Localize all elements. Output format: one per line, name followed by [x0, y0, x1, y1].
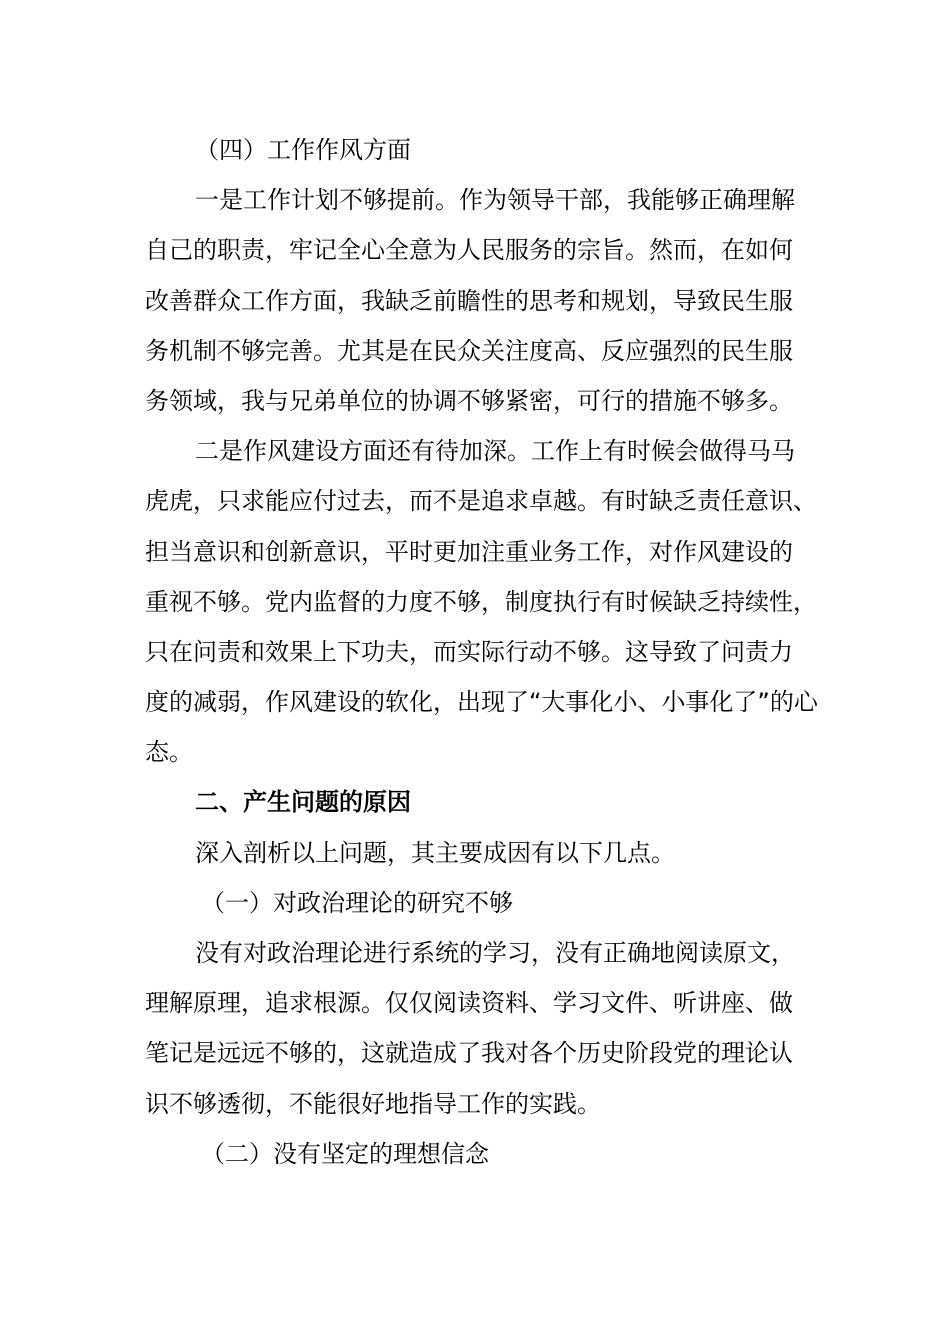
paragraph-causes-intro: 深入剖析以上问题，其主要成因有以下几点。 — [195, 838, 675, 867]
paragraph-line: 虎虎，只求能应付过去，而不是追求卓越。有时缺乏责任意识、 — [145, 487, 817, 516]
subheading-ideals-beliefs: （二）没有坚定的理想信念 — [201, 1139, 489, 1168]
paragraph-line: 改善群众工作方面，我缺乏前瞻性的思考和规划，导致民生服 — [145, 286, 793, 315]
paragraph-line: 务机制不够完善。尤其是在民众关注度高、反应强烈的民生服 — [145, 336, 793, 365]
paragraph-line: 一是工作计划不够提前。作为领导干部，我能够正确理解 — [195, 186, 795, 215]
document-body — [145, 125, 818, 1179]
paragraph-line: 二是作风建设方面还有待加深。工作上有时候会做得马马 — [195, 437, 795, 466]
paragraph-line: 笔记是远远不够的，这就造成了我对各个历史阶段党的理论认 — [145, 1039, 793, 1068]
paragraph-line: 担当意识和创新意识，平时更加注重业务工作，对作风建设的 — [145, 537, 793, 566]
paragraph-line: 度的减弱，作风建设的软化，出现了“大事化小、小事化了”的心 — [145, 688, 818, 717]
paragraph-line: 自己的职责，牢记全心全意为人民服务的宗旨。然而，在如何 — [145, 236, 793, 265]
paragraph-style-building — [145, 426, 818, 777]
paragraph-line: 只在问责和效果上下功夫，而实际行动不够。这导致了问责力 — [145, 637, 793, 666]
paragraph-line: 识不够透彻，不能很好地指导工作的实践。 — [145, 1089, 601, 1118]
section-heading-work-style: （四）工作作风方面 — [195, 136, 411, 164]
paragraph-political-theory — [145, 928, 810, 1129]
heading-causes: 二、产生问题的原因 — [195, 788, 411, 817]
paragraph-line: 态。 — [145, 738, 193, 767]
paragraph-work-plan — [145, 175, 810, 426]
paragraph-line: 重视不够。党内监督的力度不够，制度执行有时候缺乏持续性， — [145, 587, 817, 616]
paragraph-line: 理解原理，追求根源。仅仅阅读资料、学习文件、听讲座、做 — [145, 989, 793, 1018]
paragraph-line: 没有对政治理论进行系统的学习，没有正确地阅读原文， — [195, 939, 795, 967]
paragraph-line: 务领域，我与兄弟单位的协调不够紧密，可行的措施不够多。 — [145, 386, 793, 415]
subheading-political-theory: （一）对政治理论的研究不够 — [201, 888, 513, 917]
